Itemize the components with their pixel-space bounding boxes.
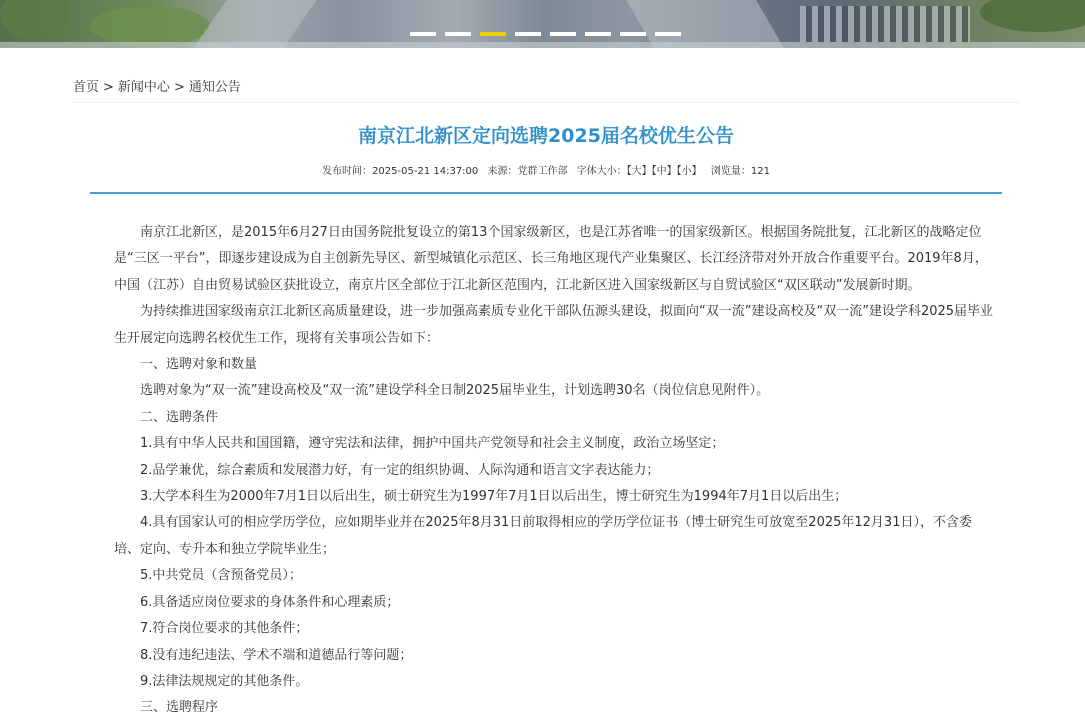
font-size-large-button[interactable]: 【大】 bbox=[626, 166, 652, 177]
view-count-label: 浏览量： bbox=[710, 166, 751, 177]
article-paragraph: 选聘对象为“双一流”建设高校及“双一流”建设学科全日制2025届毕业生，计划选聘30名（岗位信息见附件）。 bbox=[140, 383, 770, 399]
source-label: 来源： bbox=[487, 166, 518, 177]
breadcrumb-home-link[interactable]: 首页 bbox=[73, 80, 100, 95]
article-paragraph: 为持续推进国家级南京江北新区高质量建设，进一步加强高素质专业化干部队伍源头建设，拟面向“双一流”建设高校及“双一流”建设学科2025届毕业生开展定向选聘名校优生工作，现将有关事项公告如下： bbox=[114, 304, 994, 346]
publish-time-label: 发布时间： bbox=[322, 166, 373, 177]
slider-dot[interactable] bbox=[620, 32, 646, 36]
article-body bbox=[114, 220, 994, 722]
breadcrumb-separator: > bbox=[173, 80, 185, 95]
breadcrumb-section-link[interactable]: 新闻中心 bbox=[117, 80, 170, 95]
title-divider bbox=[90, 192, 1002, 194]
font-size-control bbox=[577, 166, 702, 177]
banner-image bbox=[0, 0, 1085, 48]
condition-item: 2.品学兼优，综合素质和发展潜力好，有一定的组织协调、人际沟通和语言文字表达能力； bbox=[140, 462, 660, 478]
slider-dot[interactable] bbox=[550, 32, 576, 36]
banner-strip bbox=[0, 42, 1085, 48]
condition-item: 6.具备适应岗位要求的身体条件和心理素质； bbox=[140, 594, 400, 610]
condition-item: 1.具有中华人民共和国国籍，遵守宪法和法律，拥护中国共产党领导和社会主义制度，政治立场坚定； bbox=[140, 436, 725, 452]
condition-item: 7.符合岗位要求的其他条件； bbox=[140, 621, 309, 637]
source bbox=[487, 166, 567, 177]
article-meta bbox=[73, 162, 1019, 177]
banner-greenery bbox=[90, 6, 210, 46]
banner-greenery bbox=[980, 0, 1085, 32]
condition-item: 3.大学本科生为2000年7月1日以后出生，硕士研究生为1997年7月1日以后出生，博士研究生为1994年7月1日以后出生； bbox=[140, 489, 848, 505]
article-title: 南京江北新区定向选聘2025届名校优生公告 bbox=[358, 125, 734, 147]
font-size-medium-button[interactable]: 【中】 bbox=[651, 166, 677, 177]
condition-item: 5.中共党员（含预备党员）； bbox=[140, 568, 302, 584]
slider-dots bbox=[410, 32, 681, 36]
slider-dot[interactable] bbox=[515, 32, 541, 36]
article-paragraph: 南京江北新区，是2015年6月27日由国务院批复设立的第13个国家级新区，也是江苏省唯一的国家级新区。根据国务院批复，江北新区的战略定位是“三区一平台”，即逐步建设成为自主创新先导区、新型城镇化示范区、长三角地区现代产业集聚区、长江经济带对外开放合作重要平台。2019年8月，中国（江苏）自由贸易试验区获批设立，南京片区全部位于江北新区范围内，江北新区进入国家级新区与自贸试验区“双区联动”发展新时期。 bbox=[114, 225, 988, 293]
section-heading: 一、选聘对象和数量 bbox=[140, 357, 258, 373]
view-count bbox=[711, 166, 770, 177]
condition-item: 8.没有违纪违法、学术不端和道德品行等问题； bbox=[140, 647, 413, 663]
slider-dot-active[interactable] bbox=[480, 32, 506, 36]
banner-greenery bbox=[0, 0, 70, 40]
slider-dot[interactable] bbox=[445, 32, 471, 36]
banner-parking-lot bbox=[800, 6, 970, 42]
breadcrumb bbox=[73, 76, 1019, 103]
banner-road bbox=[626, 0, 784, 48]
slider-dot[interactable] bbox=[585, 32, 611, 36]
section-heading: 二、选聘条件 bbox=[140, 409, 219, 425]
condition-item: 4.具有国家认可的相应学历学位，应如期毕业并在2025年8月31日前取得相应的学历学位证书（博士研究生可放宽至2025年12月31日），不含委培、定向、专升本和独立学院毕业生； bbox=[114, 515, 972, 557]
section-heading: 三、选聘程序 bbox=[140, 700, 219, 716]
publish-time-value: 2025-05-21 14:37:00 bbox=[372, 166, 479, 177]
view-count-value: 121 bbox=[750, 166, 770, 177]
main-content bbox=[73, 76, 1019, 722]
breadcrumb-current-link[interactable]: 通知公告 bbox=[188, 80, 241, 95]
publish-time bbox=[322, 166, 478, 177]
slider-dot[interactable] bbox=[655, 32, 681, 36]
condition-item: 9.法律法规规定的其他条件。 bbox=[140, 673, 309, 689]
banner-road bbox=[193, 0, 317, 48]
slider-dot[interactable] bbox=[410, 32, 436, 36]
font-size-small-button[interactable]: 【小】 bbox=[676, 166, 702, 177]
font-size-label: 字体大小： bbox=[576, 166, 627, 177]
source-value: 党群工作部 bbox=[517, 166, 568, 177]
breadcrumb-separator: > bbox=[103, 80, 114, 95]
